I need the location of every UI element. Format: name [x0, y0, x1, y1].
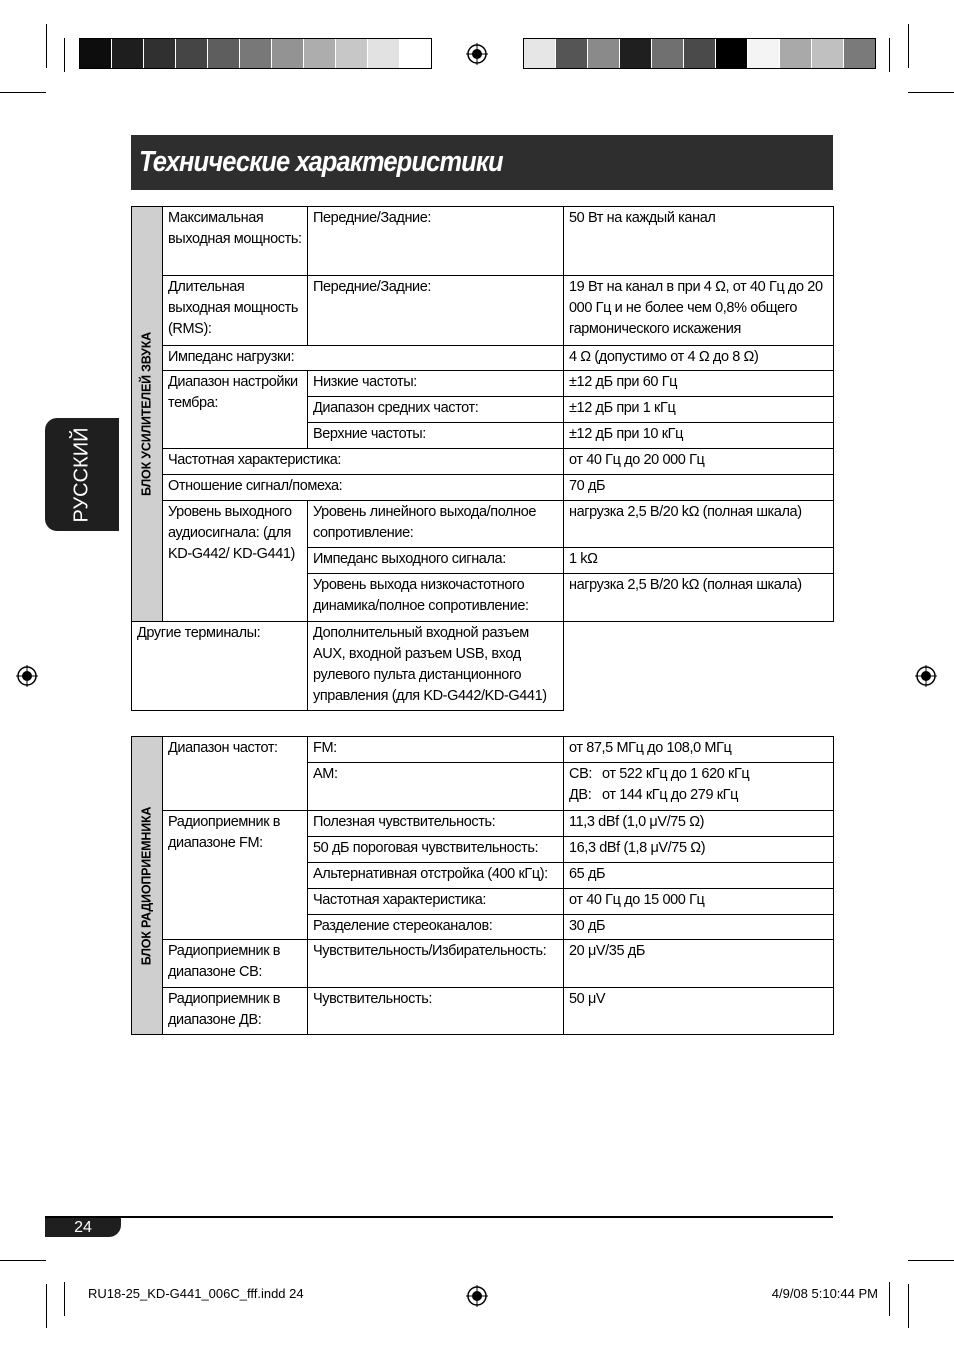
table-row: [132, 811, 834, 837]
spec-param: Передние/Задние:: [308, 207, 564, 276]
spec-value: 65 дБ: [564, 863, 834, 889]
color-swatch: [620, 39, 652, 68]
spec-value: 11,3 dBf (1,0 μV/75 Ω): [564, 811, 834, 837]
color-swatch: [144, 39, 176, 68]
color-swatch: [652, 39, 684, 68]
spec-param: Уровень линейного выхода/полное сопротивление:: [308, 501, 564, 548]
spec-value: 16,3 dBf (1,8 μV/75 Ω): [564, 837, 834, 863]
spec-param: Чувствительность/Избирательность:: [308, 940, 564, 988]
table-row: [132, 622, 834, 711]
spec-param: Альтернативная отстройка (400 кГц):: [308, 863, 564, 889]
spec-label: Максимальная выходная мощность:: [163, 207, 308, 276]
color-swatches-right: [523, 38, 876, 69]
table-row: [132, 346, 834, 371]
spec-label: Диапазон настройки тембра:: [163, 371, 308, 449]
section-label: БЛОК РАДИОПРИЕМНИКА: [139, 806, 154, 965]
spec-param: FM:: [308, 737, 564, 763]
spec-label: Другие терминалы:: [132, 622, 308, 711]
color-swatch: [272, 39, 304, 68]
color-swatch: [176, 39, 208, 68]
tuner-spec-table: [131, 736, 834, 1035]
band-prefix: ДВ:: [569, 787, 592, 803]
spec-param: Уровень выхода низкочастотного динамика/полное сопротивление:: [308, 574, 564, 622]
language-tab: [45, 418, 119, 531]
color-swatch: [812, 39, 844, 68]
spec-param: Передние/Задние:: [308, 276, 564, 346]
spec-value: от 40 Гц до 20 000 Гц: [564, 449, 834, 475]
spec-param: Низкие частоты:: [308, 371, 564, 397]
spec-label: Импеданс нагрузки:: [163, 346, 564, 371]
spec-label: Длительная выходная мощность (RMS):: [163, 276, 308, 346]
spec-label: Радиоприемник в диапазоне FM:: [163, 811, 308, 940]
spec-value: нагрузка 2,5 В/20 kΩ (полная шкала): [564, 501, 834, 548]
spec-value: ±12 дБ при 60 Гц: [564, 371, 834, 397]
spec-value: 20 μV/35 дБ: [564, 940, 834, 988]
band-value: от 522 кГц до 1 620 кГц: [602, 766, 750, 782]
color-swatch: [716, 39, 748, 68]
spec-label: Радиоприемник в диапазоне СВ:: [163, 940, 308, 988]
spec-param: AM:: [308, 763, 564, 811]
table-row: [132, 449, 834, 475]
section-label-cell: [132, 737, 163, 1035]
color-swatch: [112, 39, 144, 68]
spec-value: от 40 Гц до 15 000 Гц: [564, 889, 834, 915]
section-label-cell: [132, 207, 163, 622]
registration-mark-icon: [466, 43, 488, 65]
spec-value: нагрузка 2,5 В/20 kΩ (полная шкала): [564, 574, 834, 622]
spec-value: 4 Ω (допустимо от 4 Ω до 8 Ω): [564, 346, 834, 371]
band-prefix: СВ:: [569, 766, 592, 782]
spec-label: Уровень выходного аудиосигнала: (для KD-G442/ KD-G441): [163, 501, 308, 622]
language-tab-label: РУССКИЙ: [70, 427, 93, 522]
spec-param: Импеданс выходного сигнала:: [308, 548, 564, 574]
spec-value: от 87,5 МГц до 108,0 МГц: [564, 737, 834, 763]
title-bar: [131, 135, 833, 190]
color-swatch: [208, 39, 240, 68]
spec-value: 70 дБ: [564, 475, 834, 501]
spec-label: Радиоприемник в диапазоне ДВ:: [163, 988, 308, 1035]
registration-mark-icon: [915, 665, 937, 687]
spec-value: 30 дБ: [564, 915, 834, 940]
spec-value: ±12 дБ при 1 кГц: [564, 397, 834, 423]
spec-param: Диапазон средних частот:: [308, 397, 564, 423]
spec-value: ±12 дБ при 10 кГц: [564, 423, 834, 449]
table-row: [132, 988, 834, 1035]
color-swatches-left: [79, 38, 432, 69]
spec-label: Диапазон частот:: [163, 737, 308, 811]
page-title: Технические характеристики: [139, 146, 503, 178]
spec-value: [564, 763, 834, 811]
color-swatch: [336, 39, 368, 68]
table-row: [132, 371, 834, 397]
spec-value: 50 Вт на каждый канал: [564, 207, 834, 276]
color-swatch: [748, 39, 780, 68]
table-row: [132, 940, 834, 988]
spec-param: Чувствительность:: [308, 988, 564, 1035]
color-swatch: [844, 39, 875, 68]
spec-label: Частотная характеристика:: [163, 449, 564, 475]
amplifier-spec-table: [131, 206, 834, 711]
table-row: [132, 475, 834, 501]
spec-value: 50 μV: [564, 988, 834, 1035]
footer-rule: [45, 1216, 833, 1218]
spec-value: 1 kΩ: [564, 548, 834, 574]
table-row: [132, 276, 834, 346]
color-swatch: [684, 39, 716, 68]
table-row: [132, 501, 834, 548]
spec-label: Отношение сигнал/помеха:: [163, 475, 564, 501]
page-number: 24: [45, 1218, 121, 1237]
color-swatch: [780, 39, 812, 68]
color-swatch: [588, 39, 620, 68]
slug-timestamp: 4/9/08 5:10:44 PM: [771, 1286, 878, 1301]
spec-param: Полезная чувствительность:: [308, 811, 564, 837]
table-row: [132, 737, 834, 763]
spec-param: Разделение стереоканалов:: [308, 915, 564, 940]
spec-param: 50 дБ пороговая чувствительность:: [308, 837, 564, 863]
spec-value: 19 Вт на канал в при 4 Ω, от 40 Гц до 20 000 Гц и не более чем 0,8% общего гармонического искажения: [564, 276, 834, 346]
color-swatch: [556, 39, 588, 68]
color-swatch: [400, 39, 431, 68]
section-label: БЛОК УСИЛИТЕЛЕЙ ЗВУКА: [139, 332, 154, 496]
spec-param: Верхние частоты:: [308, 423, 564, 449]
registration-mark-icon: [466, 1285, 488, 1307]
color-swatch: [304, 39, 336, 68]
table-row: [132, 207, 834, 276]
color-swatch: [368, 39, 400, 68]
spec-param: Частотная характеристика:: [308, 889, 564, 915]
color-swatch: [240, 39, 272, 68]
registration-mark-icon: [16, 665, 38, 687]
color-swatch: [80, 39, 112, 68]
spec-value: Дополнительный входной разъем AUX, входной разъем USB, вход рулевого пульта дистанционного управления (для KD-G442/KD-G441): [308, 622, 564, 711]
color-swatch: [524, 39, 556, 68]
slug-filename: RU18-25_KD-G441_006C_fff.indd 24: [88, 1286, 304, 1301]
band-value: от 144 кГц до 279 кГц: [602, 787, 739, 803]
